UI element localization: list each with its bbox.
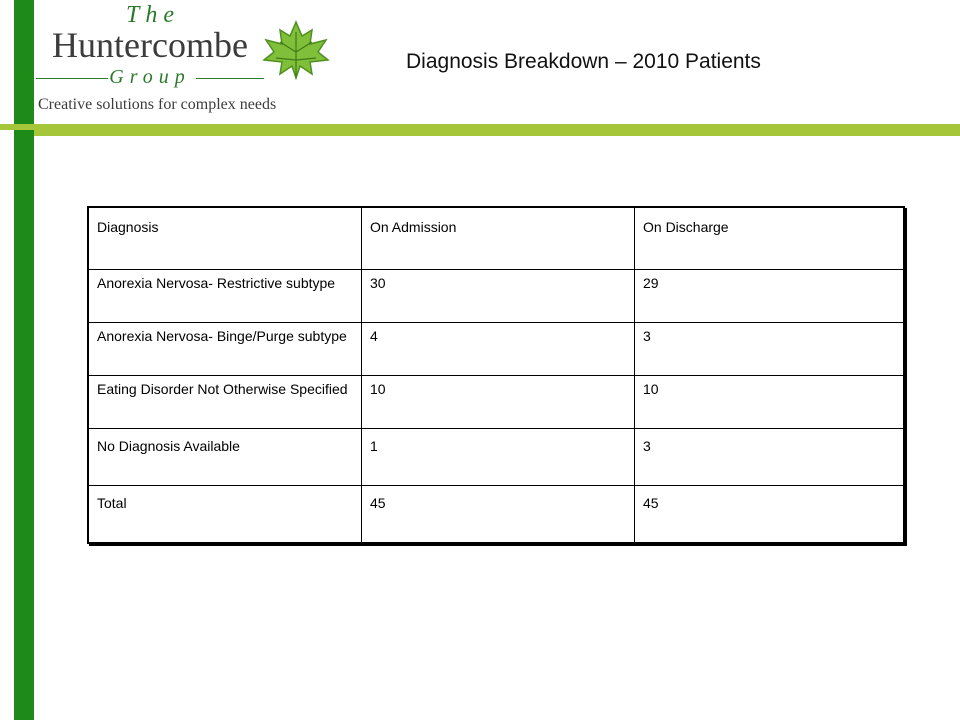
cell-diagnosis: Eating Disorder Not Otherwise Specified — [88, 376, 362, 429]
left-accent-bar — [14, 0, 34, 720]
logo-name: Huntercombe — [52, 25, 248, 65]
header-on-discharge: On Discharge — [635, 207, 905, 270]
table-row — [88, 323, 904, 376]
header-on-admission: On Admission — [362, 207, 635, 270]
cell-discharge: 29 — [635, 270, 905, 323]
cell-admission: 10 — [362, 376, 635, 429]
cell-diagnosis: No Diagnosis Available — [88, 429, 362, 486]
cell-diagnosis: Total — [88, 486, 362, 544]
logo-group: Group — [109, 66, 191, 88]
logo-tagline: Creative solutions for complex needs — [38, 96, 277, 113]
cell-admission: 4 — [362, 323, 635, 376]
cell-discharge: 45 — [635, 486, 905, 544]
diagnosis-table — [87, 206, 905, 544]
cell-discharge: 10 — [635, 376, 905, 429]
table-row — [88, 270, 904, 323]
logo-rule-right — [196, 78, 264, 79]
cell-diagnosis: Anorexia Nervosa- Binge/Purge subtype — [88, 323, 362, 376]
header-rule — [34, 124, 960, 136]
maple-leaf-icon — [260, 18, 332, 82]
cell-discharge: 3 — [635, 323, 905, 376]
header-diagnosis: Diagnosis — [88, 207, 362, 270]
cell-admission: 30 — [362, 270, 635, 323]
page-title: Diagnosis Breakdown – 2010 Patients — [406, 50, 761, 73]
table-header-row — [88, 207, 904, 270]
cell-diagnosis: Anorexia Nervosa- Restrictive subtype — [88, 270, 362, 323]
table-row — [88, 376, 904, 429]
cell-discharge: 3 — [635, 429, 905, 486]
company-logo — [36, 0, 336, 122]
logo-the: The — [126, 2, 180, 28]
cell-admission: 1 — [362, 429, 635, 486]
table-row — [88, 429, 904, 486]
table-row-total — [88, 486, 904, 544]
cell-admission: 45 — [362, 486, 635, 544]
